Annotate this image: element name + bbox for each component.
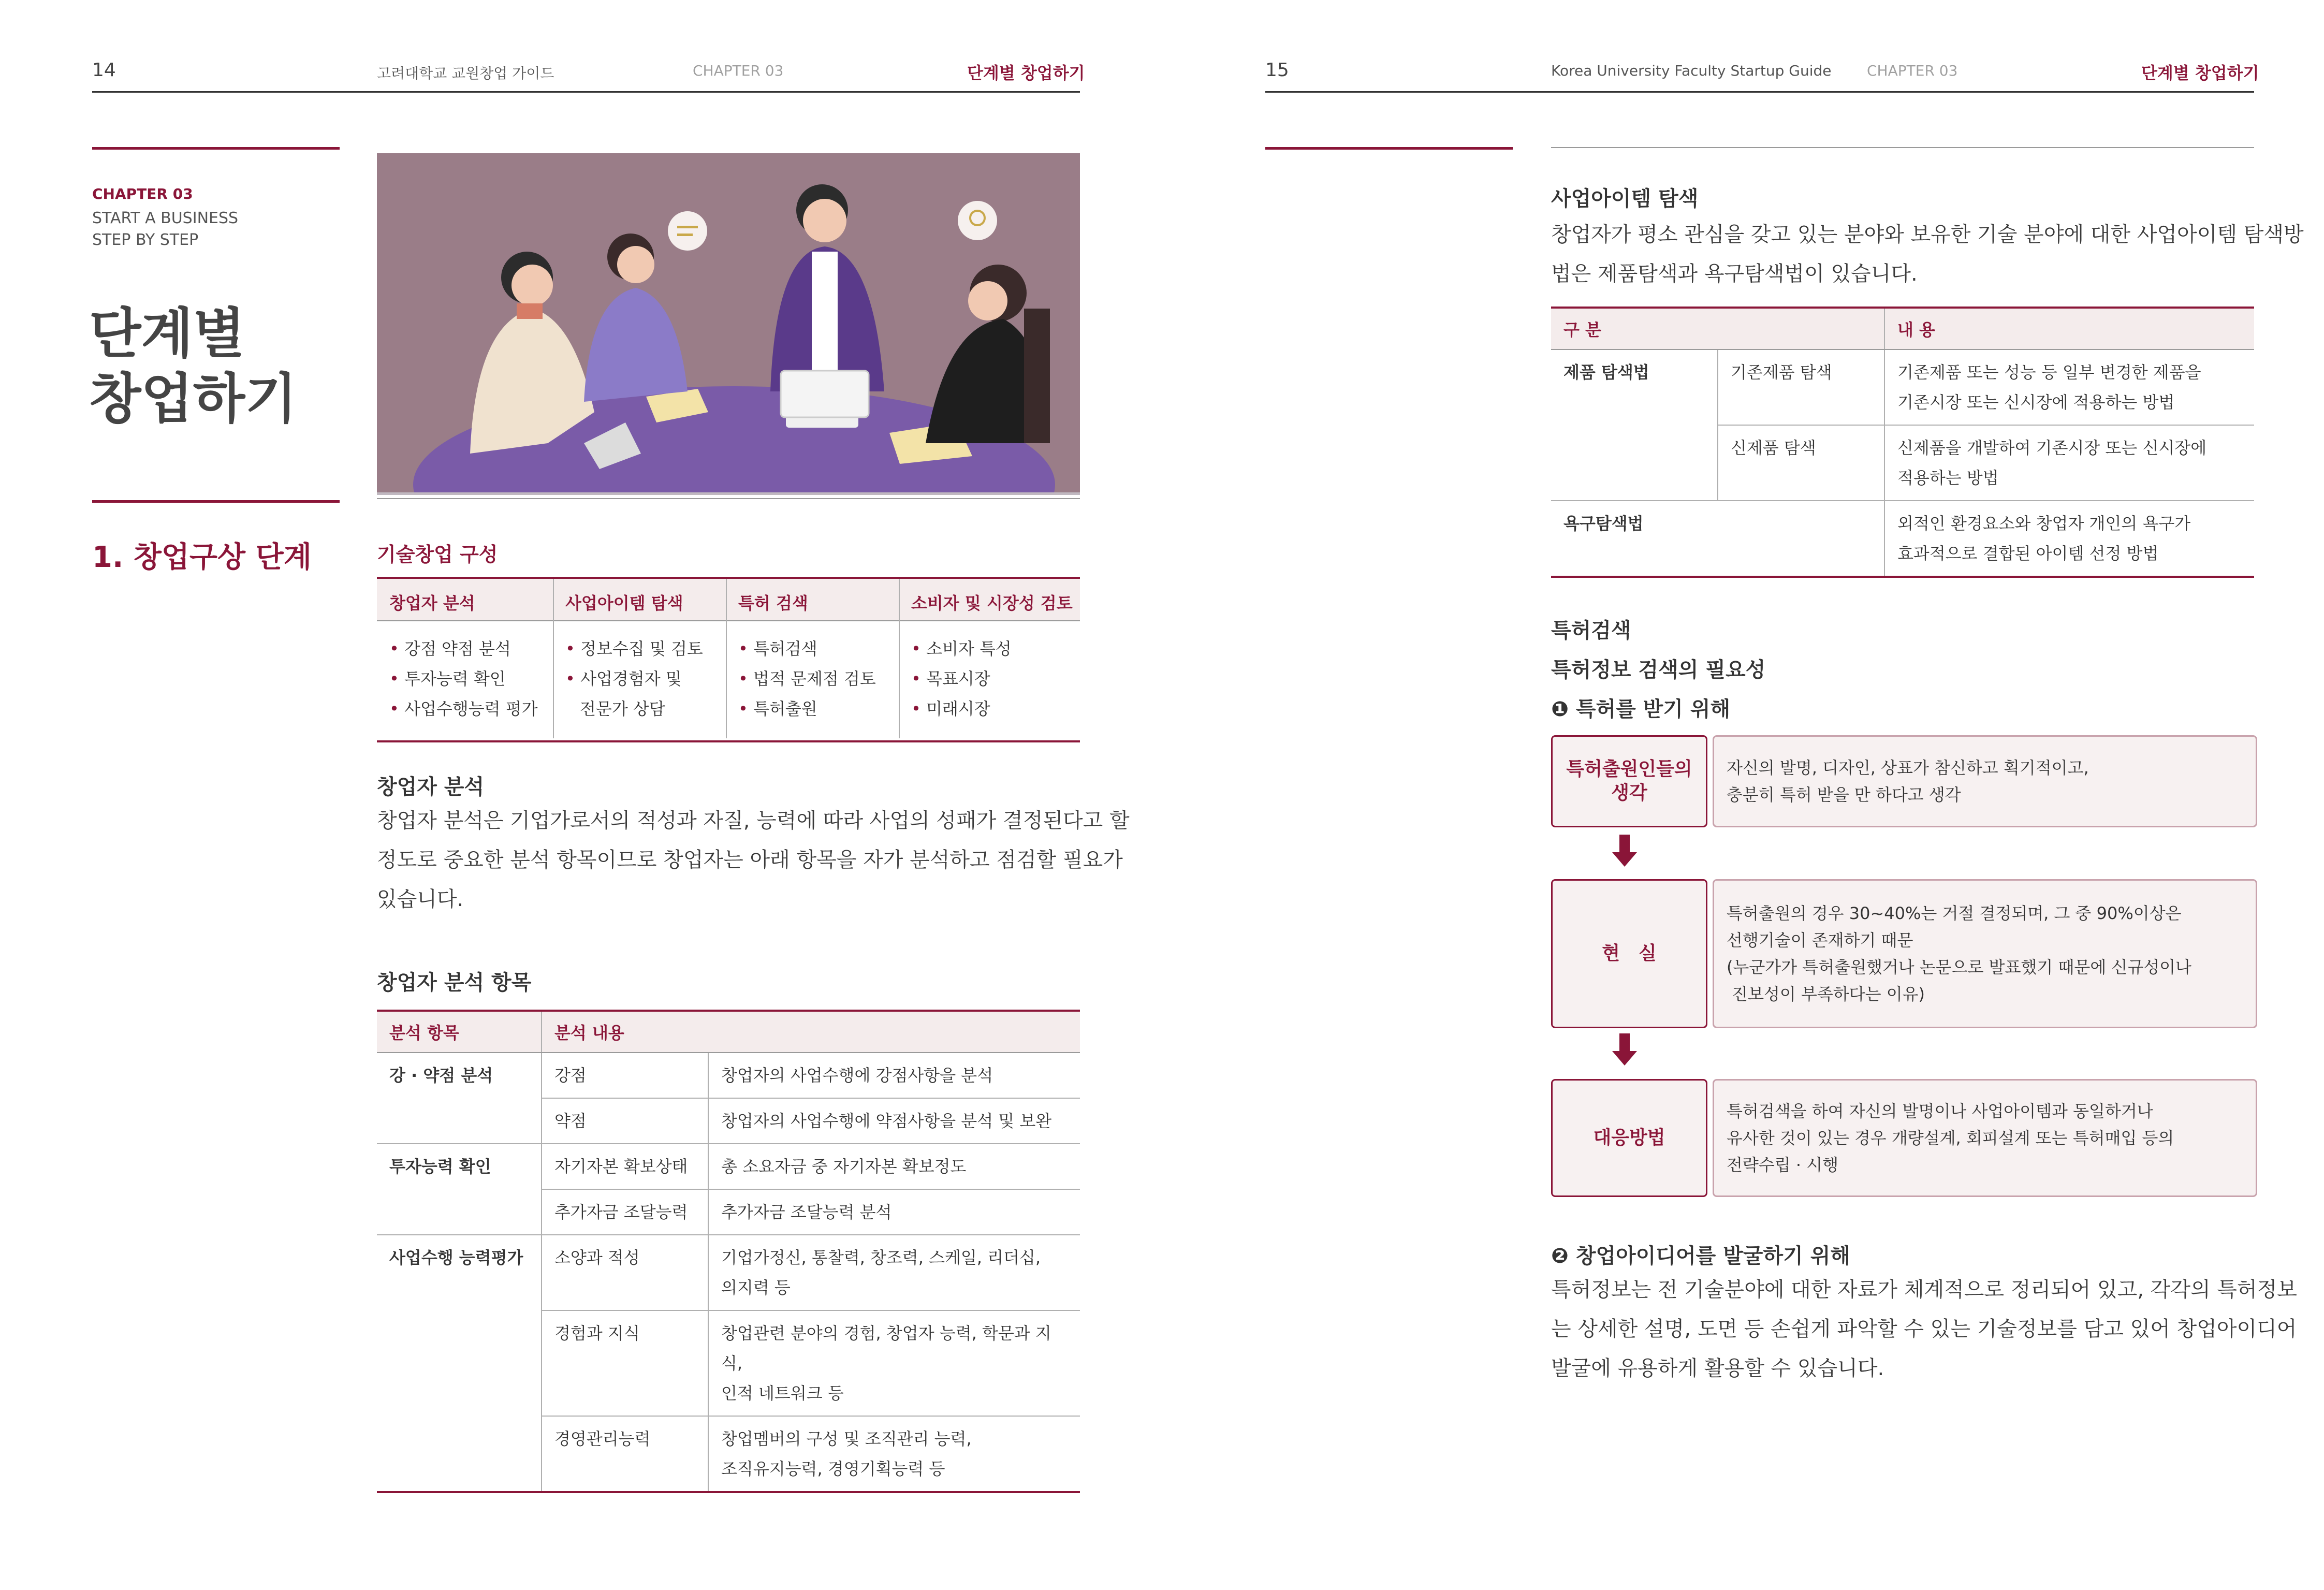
tech-startup-heading: 기술창업 구성 (377, 543, 498, 566)
row-item: 자기자본 확보상태 (542, 1144, 708, 1189)
row-item: 추가자금 조달능력 (542, 1189, 708, 1235)
col-header-content: 내 용 (1884, 308, 2254, 349)
item-search-heading: 사업아이템 탐색 (1551, 187, 1699, 211)
table-row (377, 1144, 1080, 1189)
tech-col-header-item: 사업아이템 탐색 (565, 593, 683, 613)
arrow-down-icon (1619, 1033, 1630, 1052)
row-desc: 창업자의 사업수행에 강점사항을 분석 (708, 1053, 1080, 1098)
patent-para-1: 특허정보는 전 기술분야에 대한 자료가 체계적으로 정리되어 있고, 각각의 특허정보 (1551, 1278, 2297, 1302)
table-row (1551, 501, 2254, 577)
group-name: 투자능력 확인 (377, 1144, 542, 1235)
list-item: • 미래시장 (911, 699, 990, 719)
list-item: • 강점 약점 분석 (389, 639, 511, 659)
founder-items-table (377, 1010, 1080, 1493)
row-desc: 기존제품 또는 성능 등 일부 변경한 제품을 기존시장 또는 신시장에 적용하는 방법 (1884, 349, 2254, 425)
row-desc: 창업멤버의 구성 및 조직관리 능력, 조직유지능력, 경영기획능력 등 (708, 1416, 1080, 1492)
sidebar-step-rule (92, 500, 340, 503)
item-search-para-2: 법은 제품탐색과 욕구탐색법이 있습니다. (1551, 262, 1918, 286)
arrow-down-icon (1612, 852, 1637, 867)
page-number-left: 14 (92, 60, 116, 81)
flow-text-thought: 자신의 발명, 디자인, 상표가 참신하고 획기적이고, 충분히 특허 받을 만 하다고 생각 (1713, 735, 2257, 827)
step-title: 1. 창업구상 단계 (92, 541, 312, 574)
row-group: 제품 탐색법 (1551, 349, 1718, 501)
guide-title-left: 고려대학교 교원창업 가이드 (377, 65, 554, 82)
row-desc: 신제품을 개발하여 기존시장 또는 신시장에 적용하는 방법 (1884, 425, 2254, 501)
section-title-right: 단계별 창업하기 (2141, 63, 2259, 83)
row-item: 강점 (542, 1053, 708, 1098)
sidebar-big-title-2: 창업하기 (89, 367, 297, 430)
header-rule-left (92, 91, 1080, 93)
row-item: 약점 (542, 1098, 708, 1144)
chapter-label-right: CHAPTER 03 (1867, 62, 1958, 79)
sidebar-chapter-label: CHAPTER 03 (92, 185, 193, 202)
number-one-icon: ❶ (1551, 697, 1569, 721)
page-number-right: 15 (1265, 60, 1289, 81)
list-item: • 소비자 특성 (911, 639, 1012, 659)
row-item: 소양과 적성 (542, 1235, 708, 1310)
section-title-left: 단계별 창업하기 (967, 63, 1085, 83)
patent-para-3: 발굴에 유용하게 활용할 수 있습니다. (1551, 1356, 1884, 1380)
table-row (1551, 349, 2254, 425)
group-name: 강 · 약점 분석 (377, 1053, 542, 1144)
flow-label-response: 대응방법 (1551, 1079, 1707, 1197)
row-item: 기존제품 탐색 (1718, 349, 1884, 425)
founder-analysis-para-2: 정도로 중요한 분석 항목이므로 창업자는 아래 항목을 자가 분석하고 점검할 필요가 (377, 848, 1123, 872)
header-rule-right (1265, 91, 2254, 93)
tech-col-header-founder: 창업자 분석 (389, 593, 475, 613)
row-desc: 추가자금 조달능력 분석 (708, 1189, 1080, 1235)
item-search-para-1: 창업자가 평소 관심을 갖고 있는 분야와 보유한 기술 분야에 대한 사업아이템 탐색방 (1551, 223, 2304, 246)
sidebar-chapter-sub-2: STEP BY STEP (92, 231, 199, 249)
flow-label-thought: 특허출원인들의 생각 (1551, 735, 1707, 827)
sidebar-top-rule (92, 147, 340, 150)
list-item: • 사업경험자 및 (565, 669, 682, 689)
sidebar-big-title-1: 단계별 (89, 302, 245, 365)
list-item: 전문가 상담 (580, 699, 665, 719)
list-item: • 목표시장 (911, 669, 990, 689)
arrow-down-icon (1612, 1051, 1637, 1066)
list-item: • 투자능력 확인 (389, 669, 506, 689)
team-meeting-illustration (377, 153, 1080, 495)
row-group: 욕구탐색법 (1563, 514, 1644, 533)
list-item: • 법적 문제점 검토 (738, 669, 876, 689)
illustration-bottom-rule (377, 498, 1080, 499)
sidebar-chapter-sub-1: START A BUSINESS (92, 209, 239, 227)
tech-startup-table (377, 577, 1080, 742)
founder-analysis-para-3: 있습니다. (377, 887, 464, 911)
tech-col-header-market: 소비자 및 시장성 검토 (911, 593, 1073, 613)
row-desc: 창업자의 사업수행에 약점사항을 분석 및 보완 (708, 1098, 1080, 1144)
row-item: 경영관리능력 (542, 1416, 708, 1492)
item-search-table (1551, 307, 2254, 578)
group-name: 사업수행 능력평가 (377, 1235, 542, 1492)
list-item: • 특허출원 (738, 699, 817, 719)
patent-subheading: 특허정보 검색의 필요성 (1551, 658, 1766, 682)
flow-text-reality: 특허출원의 경우 30~40%는 거절 결정되며, 그 중 90%이상은 선행기술이 존재하기 때문 (누군가가 특허출원했거나 논문으로 발표했기 때문에 신규성이나 진보성이 부족하다는 이유) (1713, 879, 2257, 1028)
founder-items-heading: 창업자 분석 항목 (377, 971, 532, 995)
list-item: • 특허검색 (738, 639, 817, 659)
col-header-item: 분석 항목 (377, 1011, 542, 1053)
founder-analysis-para-1: 창업자 분석은 기업가로서의 적성과 자질, 능력에 따라 사업의 성패가 결정된다고 할 (377, 809, 1130, 833)
row-desc: 총 소요자금 중 자기자본 확보정도 (708, 1144, 1080, 1189)
row-item: 경험과 지식 (542, 1310, 708, 1416)
patent-heading: 특허검색 (1551, 619, 1631, 643)
arrow-down-icon (1619, 835, 1630, 853)
list-item: • 정보수집 및 검토 (565, 639, 703, 659)
col-header-category: 구 분 (1551, 308, 1884, 349)
right-sidebar-rule (1265, 147, 1513, 150)
flow-label-reality: 현 실 (1551, 879, 1707, 1028)
col-header-content: 분석 내용 (542, 1011, 1080, 1053)
row-desc: 기업가정신, 통찰력, 창조력, 스케일, 리더십, 의지력 등 (708, 1235, 1080, 1310)
chapter-label-left: CHAPTER 03 (693, 62, 784, 79)
number-two-icon: ❷ (1551, 1244, 1569, 1268)
row-desc: 창업관련 분야의 경험, 창업자 능력, 학문과 지식, 인적 네트워크 등 (708, 1310, 1080, 1416)
table-row (377, 1053, 1080, 1098)
table-row (377, 1235, 1080, 1310)
row-item: 신제품 탐색 (1718, 425, 1884, 501)
right-top-rule (1551, 147, 2254, 148)
founder-analysis-heading: 창업자 분석 (377, 775, 485, 799)
patent-para-2: 는 상세한 설명, 도면 등 손쉽게 파악할 수 있는 기술정보를 담고 있어 창업아이디어 (1551, 1317, 2297, 1341)
guide-title-right: Korea University Faculty Startup Guide (1551, 62, 1832, 79)
flow-text-response: 특허검색을 하여 자신의 발명이나 사업아이템과 동일하거나 유사한 것이 있는 경우 개량설계, 회피설계 또는 특허매입 등의 전략수립 · 시행 (1713, 1079, 2257, 1197)
tech-col-header-patent: 특허 검색 (738, 593, 808, 613)
patent-reason-2: ❷ 창업아이디어를 발굴하기 위해 (1551, 1244, 1850, 1268)
list-item: • 사업수행능력 평가 (389, 699, 538, 719)
row-desc: 외적인 환경요소와 창업자 개인의 욕구가 효과적으로 결합된 아이템 선정 방법 (1884, 501, 2254, 577)
patent-reason-1: ❶ 특허를 받기 위해 (1551, 697, 1731, 721)
